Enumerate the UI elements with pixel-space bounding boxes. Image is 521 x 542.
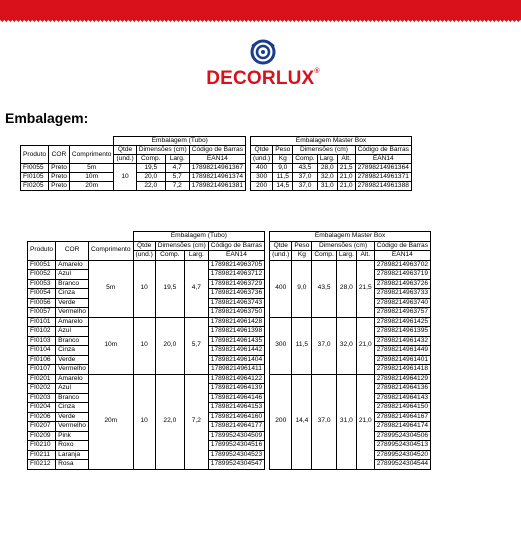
table-cell: 17898214961411 [208,365,264,375]
table-cell: 20,0 [155,317,184,374]
table-cell: 43,5 [312,260,336,317]
table-cell: FI0205 [21,182,49,191]
table-cell [265,460,270,470]
table-cell: 27898214964167 [374,412,430,422]
table-cell: FI0101 [28,317,56,327]
table-cell [28,232,56,242]
table-cell: 5,7 [184,317,208,374]
table-cell: 11,5 [292,317,312,374]
table-cell: Pink [56,431,89,441]
table-cell: 17898214963729 [208,279,264,289]
table-cell [88,232,133,242]
table-cell: FI0051 [28,260,56,270]
table-cell: 17898214961404 [208,355,264,365]
table-row [28,317,431,327]
table-cell: 27898214964174 [374,422,430,432]
table-cell: Azul [56,327,89,337]
table-cell: 37,0 [293,182,317,191]
header-row-2 [21,146,412,155]
table-cell [56,232,89,242]
table-cell: Qtde [133,241,155,251]
table-cell: Preto [49,182,70,191]
table-cell [265,393,270,403]
table-cell: Vermelho [56,422,89,432]
table-cell: 27899524304506 [374,431,430,441]
table-cell: Código de Barras [189,146,245,155]
header-row-2 [28,241,431,251]
table-cell: FI0204 [28,403,56,413]
table-cell: 17898214964139 [208,384,264,394]
table-cell: Preto [49,173,70,182]
table-cell [265,279,270,289]
logo-swirl-icon [248,38,278,66]
table-cell [265,327,270,337]
table-cell: 27898214963719 [374,270,430,280]
table-cell: FI0057 [28,308,56,318]
table-cell: 9,0 [292,260,312,317]
table-cell: Kg [292,251,312,261]
table-cell: 17898214964153 [208,403,264,413]
table-cell [265,336,270,346]
produto-header: Produto [21,146,49,164]
table-cell: 400 [251,164,273,173]
master-group-header: Embalagem Master Box [251,137,412,146]
table-cell: Azul [56,270,89,280]
table-cell: FI0104 [28,346,56,356]
table-cell: 28,0 [317,164,337,173]
table-cell: 17898214964160 [208,412,264,422]
table-cell: FI0202 [28,384,56,394]
table-cell: (und.) [251,155,273,164]
table-cell: 4,7 [165,164,189,173]
table-cell: FI0056 [28,298,56,308]
table-cell: 11,5 [273,173,293,182]
table-cell: Qtde [251,146,273,155]
section-title: Embalagem: [5,110,89,126]
table-cell: 10 [114,164,136,191]
table-row [21,164,412,173]
table-cell: Cinza [56,403,89,413]
table-cell: 27898214963726 [374,279,430,289]
table-cell: 17899524304509 [208,431,264,441]
table-cell: Alt. [356,251,374,261]
table-cell: 10 [133,374,155,469]
cor-header: COR [49,146,70,164]
packaging-table-preto [20,136,412,191]
table-cell: Código de Barras [208,241,264,251]
table-cell: Laranja [56,450,89,460]
table-cell: 200 [251,182,273,191]
table-cell: 19,5 [155,260,184,317]
table-cell: EAN14 [355,155,411,164]
table-cell: 22,0 [136,182,165,191]
table-cell: FI0052 [28,270,56,280]
table-cell: 400 [270,260,292,317]
table-cell: Rosa [56,460,89,470]
table-cell: 31,0 [336,374,356,469]
table-cell: 5m [69,164,114,173]
table-cell: 27898214961425 [374,317,430,327]
table-cell: Vermelho [56,365,89,375]
table-cell: FI0054 [28,289,56,299]
table-cell: 27898214964129 [374,374,430,384]
table-cell: 17899524304523 [208,450,264,460]
table-cell: 7,2 [165,182,189,191]
table-cell: FI0210 [28,441,56,451]
top-zigzag-border [0,20,521,24]
table-cell [265,270,270,280]
table-cell [265,422,270,432]
table-cell [265,450,270,460]
table-cell: Larg. [165,155,189,164]
table-cell: 20,0 [136,173,165,182]
table-cell: Código de Barras [355,146,411,155]
table-cell: Amarelo [56,317,89,327]
table-cell: 17898214963750 [208,308,264,318]
table-cell: FI0209 [28,431,56,441]
table-cell: Verde [56,412,89,422]
table-cell: Código de Barras [374,241,430,251]
table-cell [265,355,270,365]
table-cell: 37,0 [312,317,336,374]
table-cell [69,137,114,146]
table-cell: 17899524304547 [208,460,264,470]
table-cell [265,298,270,308]
table-cell: 27898214961401 [374,355,430,365]
table-cell: 9,0 [273,164,293,173]
table-cell: (und.) [133,251,155,261]
table-cell: EAN14 [374,251,430,261]
table-cell: Amarelo [56,260,89,270]
table-cell: 10 [133,260,155,317]
comprimento-header: Comprimento [88,241,133,260]
table-cell: Dimensões (cm) [136,146,189,155]
table-cell: Peso [273,146,293,155]
cor-header: COR [56,241,89,260]
table-cell: Verde [56,298,89,308]
table-cell: Larg. [317,155,337,164]
table-cell: 27898214961364 [355,164,411,173]
table-cell: 27898214961432 [374,336,430,346]
table-cell: 17898214961374 [189,173,245,182]
table-cell: 27898214961388 [355,182,411,191]
table-cell: 27898214961449 [374,346,430,356]
table-cell: 10m [69,173,114,182]
table-cell: 27899524304513 [374,441,430,451]
table-cell: 27898214961395 [374,327,430,337]
table-cell: 14,5 [273,182,293,191]
table-cell: 27898214963740 [374,298,430,308]
table-cell: FI0106 [28,355,56,365]
table-cell: 37,0 [293,173,317,182]
table-cell: 21,5 [356,260,374,317]
table-cell: Alt. [337,155,355,164]
table-cell: 27898214964143 [374,393,430,403]
table-cell: (und.) [114,155,136,164]
table-cell: EAN14 [189,155,245,164]
decorlux-logo [203,38,323,90]
table-cell: FI0053 [28,279,56,289]
table-cell: Verde [56,355,89,365]
table-cell: 21,5 [337,164,355,173]
table-cell: FI0211 [28,450,56,460]
table-cell: FI0207 [28,422,56,432]
table-cell: 17899524304516 [208,441,264,451]
table-row [21,173,412,182]
table-cell: Qtde [270,241,292,251]
table-cell: 17898214963712 [208,270,264,280]
table-cell: 32,0 [336,317,356,374]
table-cell: Comp. [136,155,165,164]
table-cell: 10m [88,317,133,374]
table-cell: 22,0 [155,374,184,469]
table-cell: 10 [133,317,155,374]
table-cell: Cinza [56,346,89,356]
table-cell: 27898214963702 [374,260,430,270]
table-cell: 21,0 [356,374,374,469]
table-cell: 20m [69,182,114,191]
table-cell: 31,0 [317,182,337,191]
table-cell: 27898214963757 [374,308,430,318]
table-cell: 27898214964136 [374,384,430,394]
master-group-header: Embalagem Master Box [270,232,431,242]
table-cell: 17898214961381 [189,182,245,191]
table-cell: Dimensões (cm) [293,146,355,155]
table-cell: 4,7 [184,260,208,317]
header-row-1 [28,232,431,242]
table-cell: 17898214961442 [208,346,264,356]
table-cell: Comp. [312,251,336,261]
table-cell: FI0055 [21,164,49,173]
table-cell: Dimensões (cm) [312,241,374,251]
table-cell [265,384,270,394]
table-cell: 17898214961435 [208,336,264,346]
table-cell: 19,5 [136,164,165,173]
table-cell: 17898214963705 [208,260,264,270]
table-cell: Dimensões (cm) [155,241,208,251]
table-cell: 17898214963736 [208,289,264,299]
table-cell [265,441,270,451]
table-cell: 21,0 [337,173,355,182]
table-cell [49,137,70,146]
produto-header: Produto [28,241,56,260]
tube-group-header: Embalagem (Tubo) [133,232,265,242]
table-cell: 17898214964122 [208,374,264,384]
table-row [21,182,412,191]
header-row-1 [21,137,412,146]
table-cell: 17898214964146 [208,393,264,403]
table-cell: Larg. [184,251,208,261]
table-cell [265,365,270,375]
table-cell: Preto [49,164,70,173]
table-cell [265,403,270,413]
table-cell: 27898214961371 [355,173,411,182]
table-cell [21,137,49,146]
table-cell: Comp. [155,251,184,261]
table-cell: Larg. [336,251,356,261]
table-cell: 17898214961367 [189,164,245,173]
table-cell: FI0203 [28,393,56,403]
table-cell: 27898214963733 [374,289,430,299]
table-cell: 27898214964150 [374,403,430,413]
table-cell: 37,0 [312,374,336,469]
table-cell: Branco [56,336,89,346]
table-cell [265,289,270,299]
table-row [28,260,431,270]
table-cell: 28,0 [336,260,356,317]
table-cell: FI0103 [28,336,56,346]
table-cell: FI0105 [21,173,49,182]
table-cell: 32,0 [317,173,337,182]
table-cell: 21,0 [337,182,355,191]
table-cell: Azul [56,384,89,394]
table-cell [265,308,270,318]
table-cell: 14,4 [292,374,312,469]
table-cell: FI0107 [28,365,56,375]
table-cell: EAN14 [208,251,264,261]
table-cell: 200 [270,374,292,469]
table-cell: 17898214961398 [208,327,264,337]
table-cell [265,431,270,441]
table-cell: 20m [88,374,133,469]
table-cell: 5m [88,260,133,317]
table-cell: 17898214963743 [208,298,264,308]
table-cell: Branco [56,279,89,289]
table-cell: Cinza [56,289,89,299]
table-cell: FI0212 [28,460,56,470]
table-cell: 17898214964177 [208,422,264,432]
tube-group-header: Embalagem (Tubo) [114,137,246,146]
table-cell: Amarelo [56,374,89,384]
table-cell: 27899524304520 [374,450,430,460]
table-cell: Kg [273,155,293,164]
table-cell: 5,7 [165,173,189,182]
table-cell [265,412,270,422]
table-cell: 7,2 [184,374,208,469]
table-cell: 21,0 [356,317,374,374]
table-cell [265,346,270,356]
packaging-table-colors [27,231,431,470]
top-red-bar [0,0,521,20]
table-cell: Vermelho [56,308,89,318]
table-cell: 27898214961418 [374,365,430,375]
table-cell: 17898214961428 [208,317,264,327]
table-cell: Branco [56,393,89,403]
table-cell: Comp. [293,155,317,164]
table-cell: FI0206 [28,412,56,422]
table-cell: (und.) [270,251,292,261]
table-cell: Roxo [56,441,89,451]
table-cell: FI0201 [28,374,56,384]
table-cell: 27899524304544 [374,460,430,470]
comprimento-header: Comprimento [69,146,114,164]
table-cell: 43,5 [293,164,317,173]
table-row [28,374,431,384]
table-cell: 300 [270,317,292,374]
table-cell: Qtde [114,146,136,155]
table-cell: 300 [251,173,273,182]
table-cell: FI0102 [28,327,56,337]
table-cell: Peso [292,241,312,251]
brand-name: DECORLUX® [206,68,320,89]
